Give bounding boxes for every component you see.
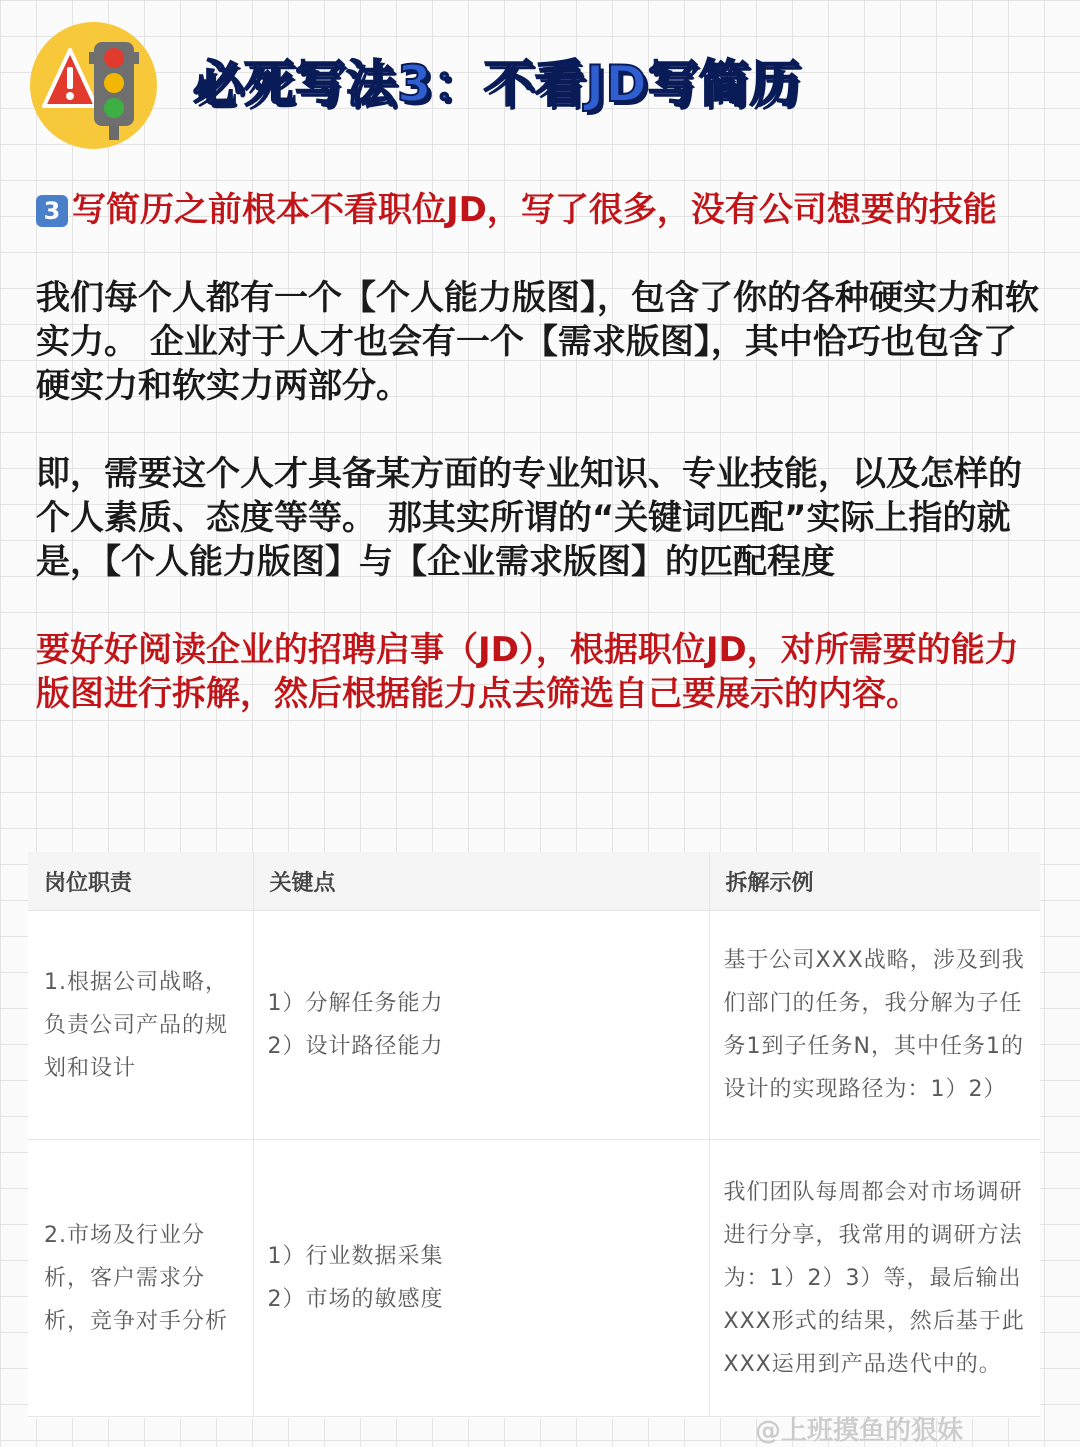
warning-traffic-light-icon bbox=[30, 22, 157, 149]
paragraph-advice: 要好好阅读企业的招聘启事（JD），根据职位JD，对所需要的能力版图进行拆解，然后根据能力点去筛选自己要展示的内容。 bbox=[36, 630, 1019, 714]
column-header-example: 拆解示例 bbox=[709, 852, 1040, 911]
jd-breakdown-table bbox=[28, 852, 1040, 1418]
article-body bbox=[36, 188, 1046, 716]
page-title: 必死写法3：不看JD写简历 bbox=[193, 55, 801, 113]
paragraph-keyword-match: 即，需要这个人才具备某方面的专业知识、专业技能，以及怎样的个人素质、态度等等。 那其实所谓的“关键词匹配”实际上指的就是，【个人能力版图】与【企业需求版图】的匹配程度 bbox=[36, 454, 1022, 582]
keypoint-item: 1）行业数据采集 bbox=[267, 1244, 444, 1269]
table-row bbox=[28, 911, 1040, 1140]
table-row bbox=[28, 1140, 1040, 1417]
column-header-keypoint: 关键点 bbox=[253, 852, 709, 911]
watermark: @上班摸鱼的狠妹 bbox=[755, 1416, 964, 1446]
duty-cell: 1.根据公司战略，负责公司产品的规划和设计 bbox=[28, 911, 253, 1140]
keycap-3-icon: 3 bbox=[36, 195, 68, 227]
keypoint-cell bbox=[253, 911, 709, 1140]
keypoint-item: 1）分解任务能力 bbox=[267, 991, 444, 1016]
column-header-duty: 岗位职责 bbox=[28, 852, 253, 911]
keypoint-item: 2）设计路径能力 bbox=[267, 1034, 444, 1059]
example-cell: 基于公司XXX战略，涉及到我们部门的任务，我分解为子任务1到子任务N，其中任务1的设计的实现路径为：1）2） bbox=[709, 911, 1040, 1140]
keypoint-cell bbox=[253, 1140, 709, 1417]
header bbox=[30, 22, 1050, 152]
paragraph-ability-map: 我们每个人都有一个【个人能力版图】，包含了你的各种硬实力和软实力。 企业对于人才也会有一个【需求版图】，其中恰巧也包含了硬实力和软实力两部分。 bbox=[36, 278, 1039, 406]
table-header-row bbox=[28, 852, 1040, 911]
point-heading bbox=[36, 188, 1046, 232]
example-cell: 我们团队每周都会对市场调研进行分享，我常用的调研方法为：1）2）3）等，最后输出XXX形式的结果，然后基于此XXX运用到产品迭代中的。 bbox=[709, 1140, 1040, 1417]
keypoint-item: 2）市场的敏感度 bbox=[267, 1287, 444, 1312]
duty-cell: 2.市场及行业分析，客户需求分析，竞争对手分析 bbox=[28, 1140, 253, 1417]
point-heading-text: 写简历之前根本不看职位JD，写了很多，没有公司想要的技能 bbox=[72, 190, 997, 230]
